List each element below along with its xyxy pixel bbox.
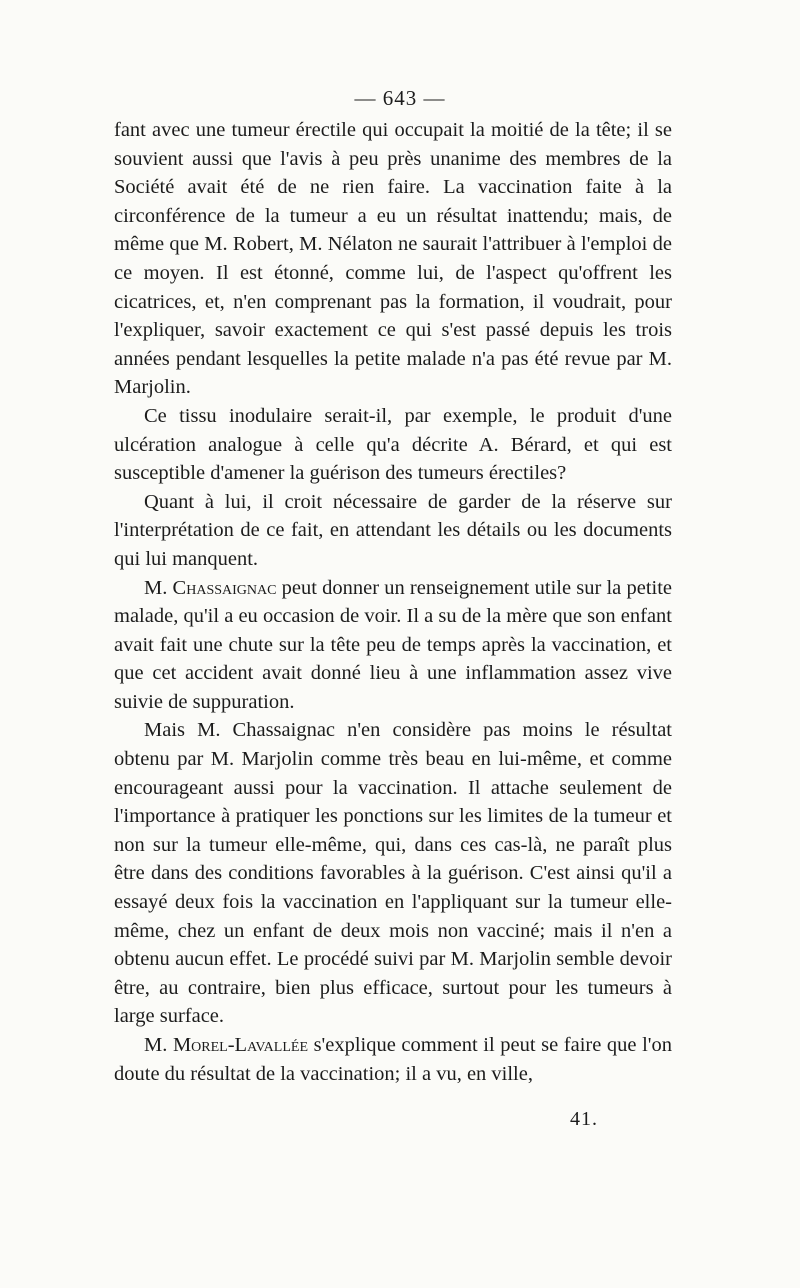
paragraph-5: Mais M. Chassaignac n'en considère pas moins le résultat obtenu par M. Marjolin comme très beau en lui-même, et comme encourageant aussi pour la vaccination. Il attache seulement de l'importance à pratiquer les ponctions sur les limites de la tumeur et non sur la tumeur elle-même, qui, dans ces cas-là, ne paraît plus être dans des conditions favorables à la guérison. C'est ainsi qu'il a essayé deux fois la vaccination en l'appliquant sur la tumeur elle-même, chez un enfant de deux mois non vacciné; mais il n'en a obtenu aucun effet. Le procédé suivi par M. Marjolin semble devoir être, au contraire, bien plus efficace, surtout pour les tumeurs à large surface.	[114, 719, 672, 1028]
page-number: — 643 —	[354, 86, 446, 110]
paragraph-4	[114, 574, 672, 717]
speaker-prefix: M.	[144, 1034, 173, 1056]
speaker-prefix: M.	[144, 576, 173, 599]
body-text	[114, 116, 672, 1088]
signature-mark: 41.	[570, 1108, 598, 1130]
paragraph-6-text: s'explique comment il peut se faire que l'on doute du résultat de la vaccination; il a vu, en ville,	[114, 1034, 672, 1085]
paragraph-1: fant avec une tumeur érectile qui occupait la moitié de la tête; il se souvient aussi que l'avis à peu près unanime des membres de la Société avait été de ne rien faire. La vaccination faite à la circonférence de la tumeur a eu un résultat inattendu; mais, de même que M. Robert, M. Nélaton ne saurait l'attribuer à l'emploi de ce moyen. Il est étonné, comme lui, de l'aspect qu'offrent les cicatrices, et, n'en comprenant pas la formation, il voudrait, pour l'expliquer, savoir exactement ce qui s'est passé depuis les trois années pendant lesquelles la petite malade n'a pas été revue par M. Marjolin.	[114, 119, 672, 399]
speaker-name: Chassaignac	[172, 576, 277, 599]
speaker-name: Morel-Lavallée	[172, 1034, 308, 1056]
paragraph-3: Quant à lui, il croit nécessaire de garder de la réserve sur l'interprétation de ce fait, en attendant les détails ou les documents qui lui manquent.	[114, 490, 672, 570]
paragraph-6	[114, 1031, 672, 1088]
paragraph-4-text: peut donner un renseignement utile sur la petite malade, qu'il a eu occasion de voir. Il a su de la mère que son enfant avait fait une chute sur la tête peu de temps après la vaccination, et que cet accident avait donné lieu à une inflammation assez vive suivie de suppuration.	[114, 576, 673, 713]
paragraph-2: Ce tissu inodulaire serait-il, par exemple, le produit d'une ulcération analogue à celle qu'a décrite A. Bérard, et qui est susceptible d'amener la guérison des tumeurs érectiles?	[114, 404, 672, 485]
